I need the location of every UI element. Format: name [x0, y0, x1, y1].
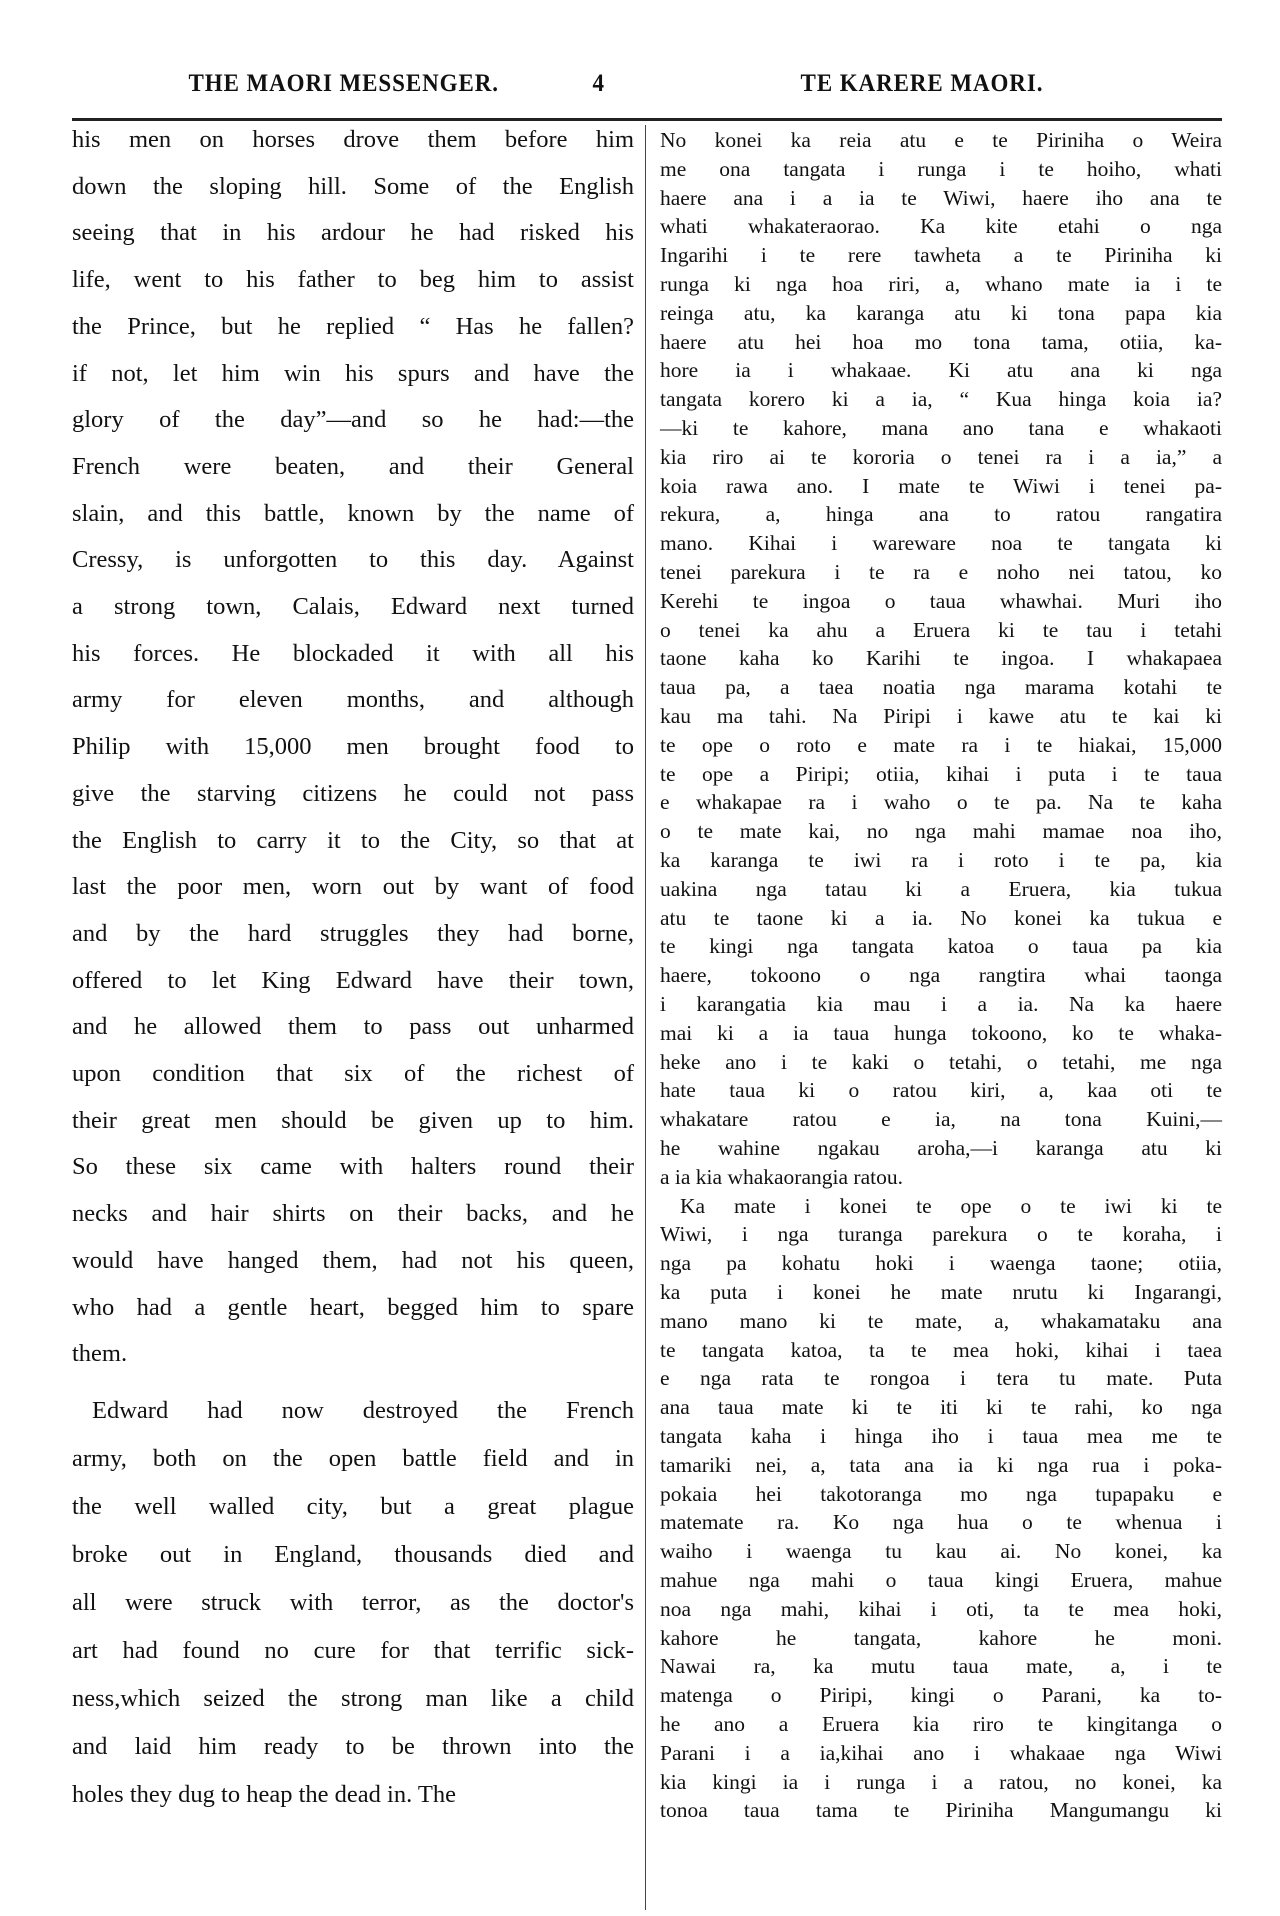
text-line: and laid him ready to be thrown into the: [72, 1733, 634, 1760]
text-line: hate taua ki o ratou kiri, a, kaa oti te: [660, 1078, 1222, 1103]
text-line: would have hanged them, had not his queen,: [72, 1246, 634, 1274]
text-line: haere ana i a ia te Wiwi, haere iho ana te: [660, 185, 1222, 210]
text-line: reinga atu, ka karanga atu ki tona papa kia: [660, 300, 1222, 325]
text-line: tamariki nei, a, tata ana ia ki nga rua i poka-: [660, 1452, 1222, 1477]
text-line: the English to carry it to the City, so that at: [72, 826, 634, 854]
masthead-maori-title: TE KARERE MAORI.: [800, 70, 1044, 97]
text-line: offered to let King Edward have their town,: [72, 966, 634, 994]
text-line: te tangata katoa, ta te mea hoki, kihai i taea: [660, 1337, 1222, 1362]
text-line: French were beaten, and their General: [72, 452, 634, 480]
text-line: and he allowed them to pass out unharmed: [72, 1013, 634, 1041]
text-line: noa nga mahi, kihai i oti, ta te mea hoki,: [660, 1596, 1222, 1621]
text-line: all were struck with terror, as the doctor's: [72, 1589, 634, 1616]
text-line: o te mate kai, no nga mahi mamae noa iho,: [660, 819, 1222, 844]
text-line: art had found no cure for that terrific sick-: [72, 1637, 634, 1664]
text-line: haere, tokoono o nga rangtira whai taonga: [660, 963, 1222, 988]
text-line: So these six came with halters round their: [72, 1153, 634, 1181]
text-line: slain, and this battle, known by the name of: [72, 499, 634, 527]
text-line: tangata kaha i hinga iho i taua mea me te: [660, 1424, 1222, 1448]
header-rule: [72, 118, 1222, 121]
text-line: necks and hair shirts on their backs, and he: [72, 1200, 634, 1228]
text-line: mahue nga mahi o taua kingi Eruera, mahue: [660, 1568, 1222, 1592]
text-line: their great men should be given up to him.: [72, 1106, 634, 1134]
text-line: matemate ra. Ko nga hua o te whenua i: [660, 1510, 1222, 1535]
text-line: kia riro ai te kororia o tenei ra i a ia,” a: [660, 444, 1222, 469]
text-line: kia kingi ia i runga i a ratou, no konei, ka: [660, 1769, 1222, 1794]
text-line: Cressy, is unforgotten to this day. Against: [72, 546, 634, 574]
page-number: 4: [592, 70, 605, 97]
text-line: rekura, a, hinga ana to ratou rangatira: [660, 502, 1222, 527]
text-line: heke ano i te kaki o tetahi, o tetahi, me nga: [660, 1049, 1222, 1074]
text-line: down the sloping hill. Some of the English: [72, 172, 634, 200]
text-line: last the poor men, worn out by want of food: [72, 873, 634, 901]
text-line: them.: [72, 1340, 128, 1368]
text-line: Philip with 15,000 men brought food to: [72, 733, 634, 761]
text-line: Ka mate i konei te ope o te iwi ki te: [680, 1193, 1222, 1218]
text-line: kahore he tangata, kahore he moni.: [660, 1625, 1222, 1650]
text-line: whakatare ratou e ia, na tona Kuini,—: [660, 1107, 1222, 1132]
text-line: runga ki nga hoa riri, a, whano mate ia i te: [660, 272, 1222, 296]
text-line: ana taua mate ki te iti ki te rahi, ko nga: [660, 1395, 1222, 1420]
text-line: he wahine ngakau aroha,—i karanga atu ki: [660, 1136, 1222, 1160]
text-line: koia rawa ano. I mate te Wiwi i tenei pa-: [660, 473, 1222, 498]
text-line: Wiwi, i nga turanga parekura o te koraha, i: [660, 1222, 1222, 1247]
text-line: te ope o roto e mate ra i te hiakai, 15,000: [660, 732, 1222, 757]
text-line: glory of the day”—and so he had:—the: [72, 406, 634, 434]
text-line: me ona tangata i runga i te hoiho, whati: [660, 156, 1222, 181]
text-line: Kerehi te ingoa o taua whawhai. Muri iho: [660, 588, 1222, 613]
text-line: he ano a Eruera kia riro te kingitanga o: [660, 1712, 1222, 1736]
text-line: kau ma tahi. Na Piripi i kawe atu te kai ki: [660, 704, 1222, 728]
text-line: the Prince, but he replied “ Has he fallen?: [72, 312, 634, 340]
text-line: o tenei ka ahu a Eruera ki te tau i tetahi: [660, 617, 1222, 642]
column-divider: [645, 125, 646, 1910]
text-line: a strong town, Calais, Edward next turned: [72, 593, 634, 620]
text-line: broke out in England, thousands died and: [72, 1541, 634, 1568]
text-line: hore ia i whakaae. Ki atu ana ki nga: [660, 358, 1222, 383]
text-line: mano. Kihai i wareware noa te tangata ki: [660, 531, 1222, 556]
text-line: his forces. He blockaded it with all his: [72, 639, 634, 667]
text-line: No konei ka reia atu e te Piriniha o Weira: [660, 128, 1222, 152]
text-line: atu te taone ki a ia. No konei ka tukua e: [660, 905, 1222, 930]
text-line: e whakapae ra i waho o te pa. Na te kaha: [660, 790, 1222, 815]
text-line: give the starving citizens he could not pass: [72, 779, 634, 807]
text-line: i karangatia kia mau i a ia. Na ka haere: [660, 992, 1222, 1016]
text-line: uakina nga tatau ki a Eruera, kia tukua: [660, 876, 1222, 901]
text-line: Ingarihi i te rere tawheta a te Piriniha ki: [660, 243, 1222, 268]
text-line: upon condition that six of the richest of: [72, 1060, 634, 1087]
text-line: army for eleven months, and although: [72, 686, 634, 714]
text-line: mai ki a ia taua hunga tokoono, ko te whaka-: [660, 1020, 1222, 1045]
masthead-english-title: THE MAORI MESSENGER.: [188, 70, 499, 97]
text-line: te ope a Piripi; otiia, kihai i puta i te taua: [660, 761, 1222, 786]
text-line: Nawai ra, ka mutu taua mate, a, i te: [660, 1654, 1222, 1679]
text-line: his men on horses drove them before him: [72, 126, 634, 153]
text-line: —ki te kahore, mana ano tana e whakaoti: [660, 416, 1222, 440]
text-line: e nga rata te rongoa i tera tu mate. Puta: [660, 1366, 1222, 1391]
text-line: tenei parekura i te ra e noho nei tatou, ko: [660, 560, 1222, 584]
text-line: taua pa, a taea noatia nga marama kotahi te: [660, 675, 1222, 700]
text-line: Edward had now destroyed the French: [92, 1397, 634, 1424]
text-line: taone kaha ko Karihi te ingoa. I whakapaea: [660, 646, 1222, 671]
text-line: holes they dug to heap the dead in. The: [72, 1781, 456, 1808]
text-line: a ia kia whakaorangia ratou.: [660, 1164, 903, 1189]
text-line: if not, let him win his spurs and have the: [72, 359, 634, 387]
text-line: tangata korero ki a ia, “ Kua hinga koia ia?: [660, 387, 1222, 412]
text-line: nga pa kohatu hoki i waenga taone; otiia,: [660, 1251, 1222, 1276]
text-line: who had a gentle heart, begged him to spare: [72, 1293, 634, 1321]
text-line: pokaia hei takotoranga mo nga tupapaku e: [660, 1481, 1222, 1506]
text-line: matenga o Piripi, kingi o Parani, ka to-: [660, 1683, 1222, 1708]
text-line: seeing that in his ardour he had risked his: [72, 219, 634, 247]
text-line: Parani i a ia,kihai ano i whakaae nga Wiwi: [660, 1740, 1222, 1765]
text-line: te kingi nga tangata katoa o taua pa kia: [660, 934, 1222, 959]
text-line: whati whakateraorao. Ka kite etahi o nga: [660, 214, 1222, 239]
text-line: mano mano ki te mate, a, whakamataku ana: [660, 1308, 1222, 1333]
text-line: haere atu hei hoa mo tona tama, otiia, ka-: [660, 329, 1222, 354]
text-line: tonoa taua tama te Piriniha Mangumangu ki: [660, 1798, 1222, 1823]
text-line: army, both on the open battle field and in: [72, 1445, 634, 1472]
text-line: the well walled city, but a great plague: [72, 1493, 634, 1520]
text-line: ka karanga te iwi ra i roto i te pa, kia: [660, 848, 1222, 872]
text-line: life, went to his father to beg him to assist: [72, 266, 634, 294]
text-line: and by the hard struggles they had borne,: [72, 919, 634, 947]
text-line: waiho i waenga tu kau ai. No konei, ka: [660, 1539, 1222, 1564]
text-line: ness,which seized the strong man like a child: [72, 1685, 634, 1712]
text-line: ka puta i konei he mate nrutu ki Ingarangi,: [660, 1280, 1222, 1304]
